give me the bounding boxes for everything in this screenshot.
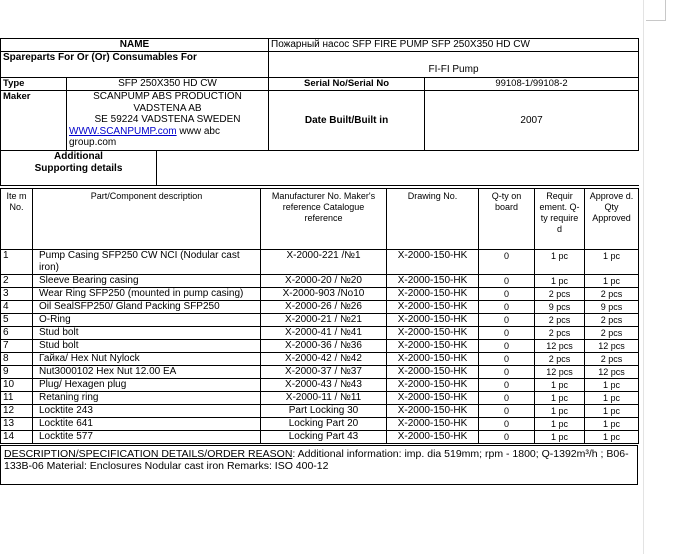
table-row	[1, 339, 639, 352]
qty-onboard: 0	[479, 326, 535, 339]
qty-approved: 1 pc	[585, 417, 639, 430]
name-label: NAME	[1, 39, 269, 52]
drawing-no: X-2000-150-HK	[387, 404, 479, 417]
qty-required: 1 pc	[535, 391, 585, 404]
qty-required: 2 pcs	[535, 313, 585, 326]
type-value: SFP 250X350 HD CW	[67, 78, 269, 91]
item-no: 4	[1, 300, 33, 313]
table-row	[1, 430, 639, 443]
col-item-header: Ite m No.	[1, 188, 33, 249]
qty-approved: 12 pcs	[585, 339, 639, 352]
qty-onboard: 0	[479, 352, 535, 365]
manufacturer-ref: Part Locking 30	[261, 404, 387, 417]
qty-required: 12 pcs	[535, 365, 585, 378]
drawing-no: X-2000-150-HK	[387, 378, 479, 391]
spareparts-value: FI-FI Pump	[269, 52, 639, 78]
manufacturer-ref: X-2000-42 / №42	[261, 352, 387, 365]
header-table	[0, 38, 639, 151]
qty-approved: 1 pc	[585, 391, 639, 404]
drawing-no: X-2000-150-HK	[387, 417, 479, 430]
qty-required: 12 pcs	[535, 339, 585, 352]
part-description: Nut3000102 Hex Nut 12.00 EA	[33, 365, 261, 378]
footer-text: : Additional information: imp. dia 519mm; rpm - 1800; Q-1392m³/h ; B06-133B-06 Material: Enclosures Nodular cast iron Remarks: ISO 400-12	[4, 447, 629, 472]
qty-approved: 2 pcs	[585, 352, 639, 365]
page-corner-mark	[646, 20, 666, 21]
item-no: 8	[1, 352, 33, 365]
manufacturer-ref: X-2000-11 / №11	[261, 391, 387, 404]
maker-website-link[interactable]: WWW.SCANPUMP.com	[69, 125, 177, 137]
manufacturer-ref: X-2000-903 /No10	[261, 287, 387, 300]
qty-onboard: 0	[479, 404, 535, 417]
qty-required: 2 pcs	[535, 352, 585, 365]
table-row	[1, 352, 639, 365]
maker-line: www abc	[176, 125, 220, 137]
footer-table	[0, 445, 638, 485]
drawing-no: X-2000-150-HK	[387, 391, 479, 404]
table-row	[1, 365, 639, 378]
part-description: O-Ring	[33, 313, 261, 326]
qty-required: 1 pc	[535, 417, 585, 430]
qty-onboard: 0	[479, 378, 535, 391]
item-no: 3	[1, 287, 33, 300]
qty-approved: 1 pc	[585, 249, 639, 274]
spareparts-label: Spareparts For Or (Or) Consumables For	[1, 52, 269, 78]
qty-approved: 1 pc	[585, 430, 639, 443]
drawing-no: X-2000-150-HK	[387, 339, 479, 352]
additional-line: Additional	[54, 151, 103, 162]
qty-onboard: 0	[479, 300, 535, 313]
item-no: 14	[1, 430, 33, 443]
item-no: 10	[1, 378, 33, 391]
col-part-header: Part/Component description	[33, 188, 261, 249]
qty-approved: 2 pcs	[585, 326, 639, 339]
name-value: Пожарный насос SFP FIRE PUMP SFP 250X350 HD CW	[269, 39, 639, 52]
table-row	[1, 326, 639, 339]
part-description: Pump Casing SFP250 CW NCI (Nodular cast iron)	[33, 249, 261, 274]
table-row	[1, 404, 639, 417]
parts-header-row	[1, 188, 639, 249]
manufacturer-ref: X-2000-221 /№1	[261, 249, 387, 274]
footer-label: DESCRIPTION/SPECIFICATION DETAILS/ORDER REASON	[4, 447, 293, 460]
table-row	[1, 313, 639, 326]
parts-table	[0, 188, 639, 444]
qty-approved: 1 pc	[585, 274, 639, 287]
qty-onboard: 0	[479, 365, 535, 378]
qty-onboard: 0	[479, 287, 535, 300]
part-description: Wear Ring SFP250 (mounted in pump casing)	[33, 287, 261, 300]
additional-label	[1, 151, 157, 185]
table-row	[1, 274, 639, 287]
manufacturer-ref: X-2000-20 / №20	[261, 274, 387, 287]
part-description: Plug/ Hexagen plug	[33, 378, 261, 391]
item-no: 5	[1, 313, 33, 326]
item-no: 13	[1, 417, 33, 430]
qty-onboard: 0	[479, 339, 535, 352]
drawing-no: X-2000-150-HK	[387, 352, 479, 365]
qty-approved: 1 pc	[585, 404, 639, 417]
manufacturer-ref: X-2000-37 / №37	[261, 365, 387, 378]
manufacturer-ref: X-2000-43 / №43	[261, 378, 387, 391]
drawing-no: X-2000-150-HK	[387, 249, 479, 274]
item-no: 1	[1, 249, 33, 274]
qty-required: 1 pc	[535, 274, 585, 287]
qty-onboard: 0	[479, 391, 535, 404]
col-approved-header: Approve d. Qty Approved	[585, 188, 639, 249]
drawing-no: X-2000-150-HK	[387, 430, 479, 443]
additional-table	[0, 151, 639, 186]
part-description: Гайка/ Hex Nut Nylock	[33, 352, 261, 365]
qty-onboard: 0	[479, 430, 535, 443]
qty-approved: 2 pcs	[585, 313, 639, 326]
parts-body	[1, 249, 639, 443]
item-no: 11	[1, 391, 33, 404]
item-no: 9	[1, 365, 33, 378]
maker-line: VADSTENA AB	[133, 102, 202, 114]
part-description: Sleeve Bearing casing	[33, 274, 261, 287]
table-row	[1, 378, 639, 391]
page-edge	[643, 0, 644, 554]
maker-line: group.com	[69, 137, 117, 148]
part-description: Oil SealSFP250/ Gland Packing SFP250	[33, 300, 261, 313]
page-corner-mark	[665, 0, 666, 21]
col-drawing-header: Drawing No.	[387, 188, 479, 249]
drawing-no: X-2000-150-HK	[387, 313, 479, 326]
part-description: Retaning ring	[33, 391, 261, 404]
qty-onboard: 0	[479, 249, 535, 274]
qty-approved: 12 pcs	[585, 365, 639, 378]
part-description: Stud bolt	[33, 339, 261, 352]
date-label: Date Built/Built in	[269, 91, 425, 151]
drawing-no: X-2000-150-HK	[387, 300, 479, 313]
item-no: 7	[1, 339, 33, 352]
maker-label: Maker	[1, 91, 67, 151]
qty-onboard: 0	[479, 417, 535, 430]
drawing-no: X-2000-150-HK	[387, 274, 479, 287]
item-no: 12	[1, 404, 33, 417]
qty-onboard: 0	[479, 313, 535, 326]
qty-required: 1 pc	[535, 430, 585, 443]
part-description: Locktite 577	[33, 430, 261, 443]
manufacturer-ref: Locking Part 20	[261, 417, 387, 430]
table-row	[1, 287, 639, 300]
manufacturer-ref: X-2000-26 / №26	[261, 300, 387, 313]
item-no: 2	[1, 274, 33, 287]
manufacturer-ref: X-2000-41 / №41	[261, 326, 387, 339]
table-row	[1, 249, 639, 274]
drawing-no: X-2000-150-HK	[387, 287, 479, 300]
type-label: Type	[1, 78, 67, 91]
serial-label: Serial No/Serial No	[269, 78, 425, 91]
serial-value: 99108-1/99108-2	[425, 78, 639, 91]
manufacturer-ref: Locking Part 43	[261, 430, 387, 443]
qty-onboard: 0	[479, 274, 535, 287]
part-description: Stud bolt	[33, 326, 261, 339]
qty-required: 9 pcs	[535, 300, 585, 313]
additional-line: Supporting details	[34, 163, 123, 174]
part-description: Locktite 641	[33, 417, 261, 430]
table-row	[1, 417, 639, 430]
qty-required: 1 pc	[535, 249, 585, 274]
spareparts-document	[0, 38, 640, 485]
item-no: 6	[1, 326, 33, 339]
manufacturer-ref: X-2000-21 / №21	[261, 313, 387, 326]
col-onboard-header: Q-ty on board	[479, 188, 535, 249]
col-required-header: Requir ement. Q-ty require d	[535, 188, 585, 249]
drawing-no: X-2000-150-HK	[387, 326, 479, 339]
footer-description	[1, 445, 638, 484]
qty-approved: 9 pcs	[585, 300, 639, 313]
qty-required: 1 pc	[535, 404, 585, 417]
maker-line: SCANPUMP ABS PRODUCTION	[93, 91, 242, 102]
drawing-no: X-2000-150-HK	[387, 365, 479, 378]
additional-value	[157, 151, 639, 185]
maker-value	[67, 91, 269, 151]
qty-approved: 1 pc	[585, 378, 639, 391]
date-value: 2007	[425, 91, 639, 151]
qty-approved: 2 pcs	[585, 287, 639, 300]
col-mfr-header: Manufacturer No. Maker's reference Catalogue reference	[261, 188, 387, 249]
manufacturer-ref: X-2000-36 / №36	[261, 339, 387, 352]
table-row	[1, 300, 639, 313]
qty-required: 2 pcs	[535, 326, 585, 339]
maker-line: SE 59224 VADSTENA SWEDEN	[94, 114, 241, 125]
table-row	[1, 391, 639, 404]
qty-required: 2 pcs	[535, 287, 585, 300]
qty-required: 1 pc	[535, 378, 585, 391]
part-description: Locktite 243	[33, 404, 261, 417]
